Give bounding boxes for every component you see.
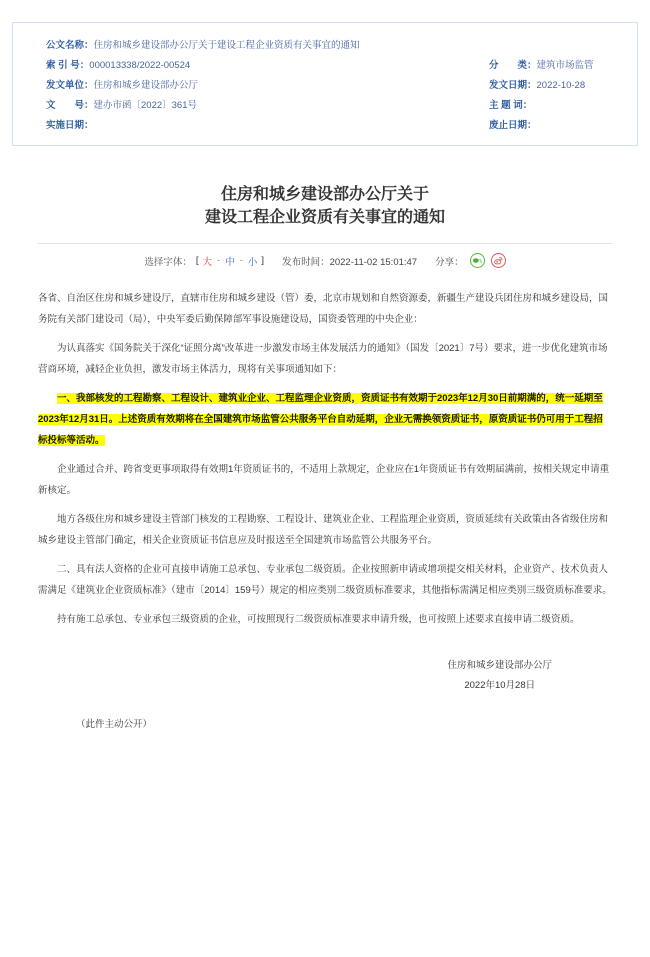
paragraph-preamble: 为认真落实《国务院关于深化“证照分离”改革进一步激发市场主体发展活力的通知》（国发〔2021〕7号）要求，进一步优化建筑市场营商环境，减轻企业负担，激发市场主体活力，现将有关事项通知如下： [38, 343, 608, 375]
wechat-share-icon[interactable] [470, 253, 485, 268]
meta-row-repeal-date [489, 116, 627, 136]
article-toolbar [0, 253, 650, 268]
meta-row-subject-words [489, 96, 627, 116]
meta-value-index-no: 000013338/2022-00524 [89, 60, 191, 71]
font-size-medium-button[interactable]: 中 [225, 256, 235, 268]
meta-label-category: 分 类： [489, 60, 537, 71]
meta-row-category [489, 56, 627, 76]
meta-label-implement-date: 实施日期： [46, 120, 94, 131]
meta-label-subject-words: 主 题 词： [489, 100, 533, 111]
meta-row-implement-date [46, 116, 489, 136]
font-size-separator: - [239, 255, 243, 266]
paragraph-local-authorities: 地方各级住房和城乡建设主管部门核发的工程勘察、工程设计、建筑业企业、工程监理企业资质，资质延续有关政策由各省级住房和城乡建设主管部门确定，相关企业资质证书信息应及时报送至全国建筑市场监管公共服务平台。 [38, 514, 609, 546]
disclosure-footnote: （此件主动公开） [76, 719, 153, 730]
font-select-label: 选择字体： [144, 256, 192, 268]
meta-label-doc-number: 文 号： [46, 100, 94, 111]
signature-date: 2022年10月28日 [464, 680, 536, 691]
share-label: 分享： [435, 256, 464, 268]
meta-row-doc-number [46, 96, 489, 116]
font-size-large-button[interactable]: 大 [202, 256, 213, 268]
page-title [0, 183, 650, 229]
metadata-right-column [489, 36, 627, 136]
meta-label-issue-date: 发文日期： [489, 80, 537, 91]
wechat-bubble-glyph [472, 255, 483, 266]
meta-label-doc-name: 公文名称： [46, 40, 94, 51]
document-metadata-panel [12, 22, 638, 146]
font-bracket-close: ] [261, 255, 265, 266]
meta-row-doc-name [46, 36, 489, 56]
page-title-line1: 住房和城乡建设部办公厅关于 [220, 186, 429, 203]
signature-block [38, 656, 612, 696]
highlighted-clause: 一、我部核发的工程勘察、工程设计、建筑业企业、工程监理企业资质，资质证书有效期于2023年12月30日前期满的，统一延期至2023年12月31日。上述资质有效期将在全国建筑市场监管公共服务平台自动延期，企业无需换领资质证书，原资质证书仍可用于工程招标投标等活动。 [38, 393, 603, 446]
highlighted-paragraph [38, 388, 612, 451]
meta-label-repeal-date: 废止日期： [489, 120, 537, 131]
document-body [38, 288, 612, 735]
font-bracket-open: [ [195, 255, 199, 266]
publish-time [282, 254, 417, 268]
page-title-line2: 建设工程企业资质有关事宜的通知 [204, 209, 445, 226]
weibo-share-icon[interactable] [491, 253, 506, 268]
meta-row-spacer [489, 36, 627, 56]
meta-label-issuing-unit: 发文单位： [46, 80, 94, 91]
signature-office: 住房和城乡建设部办公厅 [447, 660, 552, 671]
meta-value-doc-name: 住房和城乡建设部办公厅关于建设工程企业资质有关事宜的通知 [93, 40, 360, 51]
font-size-small-button[interactable]: 小 [247, 256, 258, 268]
meta-value-issue-date: 2022-10-28 [536, 80, 586, 91]
paragraph-item-two: 二、具有法人资格的企业可直接申请施工总承包、专业承包二级资质。企业按照新申请或增项提交相关材料，企业资产、技术负责人需满足《建筑业企业资质标准》（建市〔2014〕159号）规定的相应类别二级资质标准要求，其他指标需满足相应类别三级资质标准要求。 [38, 564, 612, 596]
meta-row-index-no [46, 56, 489, 76]
title-divider [38, 243, 612, 244]
meta-row-issue-date [489, 76, 627, 96]
publish-time-label: 发布时间： [282, 256, 330, 268]
meta-row-issuing-unit [46, 76, 489, 96]
font-size-separator: - [217, 255, 221, 266]
meta-value-issuing-unit: 住房和城乡建设部办公厅 [93, 80, 199, 91]
paragraph-merger-rule: 企业通过合并、跨省变更事项取得有效期1年资质证书的，不适用上款规定，企业应在1年资质证书有效期届满前，按相关规定申请重新核定。 [38, 464, 610, 496]
meta-label-index-no: 索 引 号： [46, 60, 90, 71]
meta-value-doc-number: 建办市函〔2022〕361号 [93, 100, 197, 111]
publish-time-value: 2022-11-02 15:01:47 [329, 256, 418, 268]
meta-value-category: 建筑市场监管 [536, 60, 594, 71]
metadata-left-column [46, 36, 489, 136]
paragraph-addressees: 各省、自治区住房和城乡建设厅，直辖市住房和城乡建设（管）委，北京市规划和自然资源委，新疆生产建设兵团住房和城乡建设局，国务院有关部门建设司（局），中央军委后勤保障部军事设施建设局，国资委管理的中央企业： [38, 293, 609, 325]
document-page [0, 22, 650, 957]
weibo-glyph [493, 255, 504, 266]
signature-inner [447, 656, 552, 696]
paragraph-upgrade-rule: 持有施工总承包、专业承包三级资质的企业，可按照现行二级资质标准要求申请升级，也可按照上述要求直接申请二级资质。 [57, 614, 580, 625]
